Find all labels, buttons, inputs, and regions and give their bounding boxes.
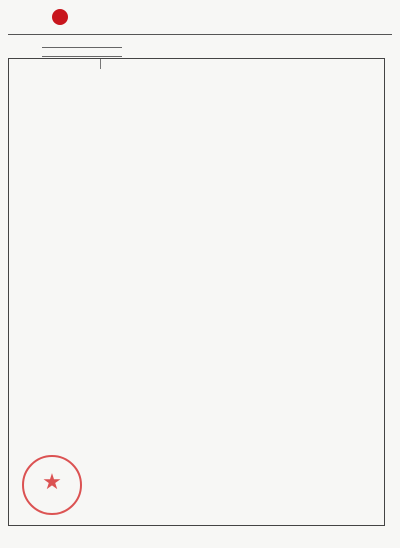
table-header-row [9,59,384,69]
customer-name-line [42,56,122,57]
company-seal [22,455,82,515]
classification-table [8,58,385,526]
header-divider [8,34,392,35]
star-icon: ★ [42,470,62,495]
header [8,6,392,36]
col-code-header [103,61,382,68]
col-industry-header [9,59,101,69]
customer-no-line [42,47,122,48]
icbc-seal-icon [52,9,68,25]
